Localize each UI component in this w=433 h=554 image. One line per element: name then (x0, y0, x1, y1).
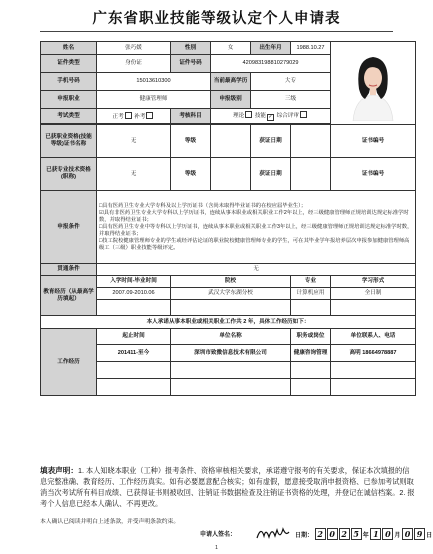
subject-theory-checkbox[interactable] (245, 111, 252, 118)
date-digit-7[interactable]: 0 (402, 528, 413, 540)
exam-type-retake-checkbox[interactable] (146, 112, 153, 119)
date-digit-3[interactable]: 2 (339, 528, 350, 540)
work-company[interactable]: 深圳市致微信息技术有限公司 (171, 345, 291, 362)
work-empty-1c[interactable] (291, 362, 331, 379)
occupation-value[interactable]: 健康管理师 (97, 91, 211, 109)
education-value[interactable]: 大专 (251, 73, 331, 91)
edu-header-school: 院校 (171, 276, 291, 288)
id-type-value[interactable]: 身份证 (97, 55, 171, 73)
date-digit-8[interactable]: 9 (414, 528, 425, 540)
date-digit-6[interactable]: 0 (382, 528, 393, 540)
work-empty-2c[interactable] (291, 379, 331, 396)
education-history-label: 教育经历（从最高学历填起） (41, 276, 97, 316)
cert-qualification-label: 已获职业资格(技能等级)证书名称 (41, 125, 97, 158)
edu-header-major: 专业 (291, 276, 331, 288)
subject-review: 综合评审 (276, 113, 299, 119)
date-digit-1[interactable]: 2 (315, 528, 326, 540)
work-header-company: 单位名称 (171, 329, 291, 345)
occupation-label: 申报职业 (41, 91, 97, 109)
signature-area (200, 529, 433, 546)
cert-title-label: 已获专业技术资格(职称) (41, 158, 97, 191)
work-row (41, 345, 416, 362)
subject-label: 考核科目 (171, 109, 211, 124)
cert-qualification-value[interactable]: 无 (97, 125, 171, 158)
condition-item-2[interactable]: ☑具有非医药卫生专业大学专科以上学历证书，连续从事本职业或相关职业工作2年以上，经三级健康管理师正规培训达规定标准学时数，并取得结业证书； (99, 209, 409, 223)
work-header-period: 起止时间 (97, 329, 171, 345)
work-header-contact: 单位联系人、电话 (331, 329, 416, 345)
page-number: 1 (215, 545, 218, 551)
subject-options (211, 109, 331, 124)
gender-value[interactable]: 女 (211, 42, 251, 55)
work-contact[interactable]: 高明 18664978887 (331, 345, 416, 362)
condition-item-1[interactable]: □具有医药卫生专业大学专科及以上学历证书（含尚未取得毕业证书的在校应届毕业生）； (99, 202, 307, 209)
cert-title-number-label: 证书编号 (331, 158, 416, 191)
work-empty-1b[interactable] (171, 362, 291, 379)
handwritten-signature-icon (255, 524, 291, 544)
portrait-icon (337, 45, 409, 121)
month-suffix: 月 (394, 533, 401, 539)
id-number-value[interactable]: 420983198810279029 (211, 55, 331, 73)
subject-theory: 理论 (233, 113, 245, 119)
work-commitment: 本人承诺从事本职业或相关职业工作共 2 年，具体工作经历如下： (41, 316, 416, 329)
cert-qualification-date[interactable] (291, 125, 331, 158)
application-table (40, 41, 416, 396)
phone-value[interactable]: 15013610300 (97, 73, 211, 91)
work-header-position: 职务或岗位 (291, 329, 331, 345)
edu-empty-major[interactable] (291, 300, 331, 316)
date-digit-2[interactable]: 0 (327, 528, 338, 540)
cert-qualification-grade-label: 等级 (171, 125, 211, 158)
level-value[interactable]: 三级 (251, 91, 331, 109)
level-label: 申报级别 (211, 91, 251, 109)
form-title: 广东省职业技能等级认定个人申请表 (92, 11, 341, 27)
cert-title-date-label: 获证日期 (251, 158, 291, 191)
work-empty-1d[interactable] (331, 362, 416, 379)
edu-empty-school[interactable] (171, 300, 291, 316)
work-period[interactable]: 201411-至今 (97, 345, 171, 362)
edu-header-mode: 学习形式 (331, 276, 416, 288)
edu-major[interactable]: 计算机应用 (291, 288, 331, 300)
id-type-label: 证件类型 (41, 55, 97, 73)
cert-title-date[interactable] (291, 158, 331, 191)
gender-label: 性别 (171, 42, 211, 55)
cert-qualification-date-label: 获证日期 (251, 125, 291, 158)
edu-school[interactable]: 武汉大学东湖分校 (171, 288, 291, 300)
work-history-label: 工作经历 (41, 329, 97, 396)
name-label: 姓名 (41, 42, 97, 55)
cert-title-value[interactable]: 无 (97, 158, 171, 191)
applicant-photo (331, 42, 416, 125)
confirm-text: 本人确认已阅读并明白上述条款，并受声明条款约束。 (40, 519, 180, 525)
id-number-label: 证件号码 (171, 55, 211, 73)
exam-type-options (97, 109, 171, 124)
title-underline (40, 31, 393, 32)
edu-empty-mode[interactable] (331, 300, 416, 316)
relation-value[interactable]: 无 (97, 264, 416, 276)
signature-label: 申请人签名： (200, 532, 237, 538)
edu-mode[interactable]: 全日制 (331, 288, 416, 300)
education-label: 当前最高学历 (211, 73, 251, 91)
edu-header-period: 入学时间-毕业时间 (97, 276, 171, 288)
edu-empty-period[interactable] (97, 300, 171, 316)
birth-label: 出生年月 (251, 42, 291, 55)
work-empty-2a[interactable] (97, 379, 171, 396)
day-suffix: 日 (426, 533, 433, 539)
education-row (41, 288, 416, 300)
subject-review-checkbox[interactable] (300, 111, 307, 118)
cert-title-grade-label: 等级 (171, 158, 211, 191)
exam-type-regular-checkbox[interactable] (125, 112, 132, 119)
condition-item-4[interactable]: □技工院校健康管理师专业的学生或经评估论证的职业院校健康管理师专业的学生，可在其毕业学年报培养层次申报参加健康管理师高级工（三级）职业技能等级评定。 (99, 237, 410, 251)
conditions-label: 申报条件 (41, 191, 97, 264)
birth-value[interactable]: 1988.10.27 (291, 42, 331, 55)
subject-skill: 技能 (254, 113, 267, 119)
edu-period[interactable]: 2007.09-2010.06 (97, 288, 171, 300)
phone-label: 手机号码 (41, 73, 97, 91)
sign-date-label: 日期： (295, 533, 314, 539)
work-empty-2d[interactable] (331, 379, 416, 396)
declaration-text: 1. 本人知晓本职业（工种）报考条件、资格审核相关要求，承诺遵守报考的有关要求，保证本次填报的信息完整准确、教育经历、工作经历真实。如有必要愿意配合核实；如有虚假，愿意接受取消申报资格、已参加考试则取消当次考试所有科目成绩、已获得证书则被收回、注销证书数据检查及注销证书资格的处理，并登记在诚信档案。2. 报考个人信息已经本人确认、不再更改。 (40, 466, 415, 508)
subject-skill-checkbox[interactable]: ✓ (268, 114, 273, 120)
work-empty-2b[interactable] (171, 379, 291, 396)
cert-qualification-grade[interactable] (211, 125, 251, 158)
exam-type-retake: 补考 (134, 113, 146, 120)
conditions-list (97, 191, 416, 264)
education-row-empty (41, 300, 416, 316)
declaration-lead: 填表声明： (40, 466, 78, 475)
cert-qualification-number-label: 证书编号 (331, 125, 416, 158)
relation-label: 贯通条件 (41, 264, 97, 276)
exam-type-regular: 正考 (112, 113, 124, 120)
date-digit-5[interactable]: 1 (370, 528, 381, 540)
declaration (40, 465, 415, 509)
date-digit-4[interactable]: 5 (351, 528, 362, 540)
work-empty-1a[interactable] (97, 362, 171, 379)
condition-item-3[interactable]: □具有医药卫生专业中等专科以上学历证书，连续从事本职业或相关职业工作3年以上，经三级健康管理师正规培训达规定标准学时数，并取得结业证书； (99, 223, 413, 237)
work-position[interactable]: 健康咨询管理 (291, 345, 331, 362)
year-suffix: 年 (362, 533, 369, 539)
sign-date (295, 528, 432, 542)
name-value[interactable]: 张巧媛 (97, 42, 171, 55)
cert-title-grade[interactable] (211, 158, 251, 191)
exam-type-label: 考试类型 (41, 109, 97, 124)
